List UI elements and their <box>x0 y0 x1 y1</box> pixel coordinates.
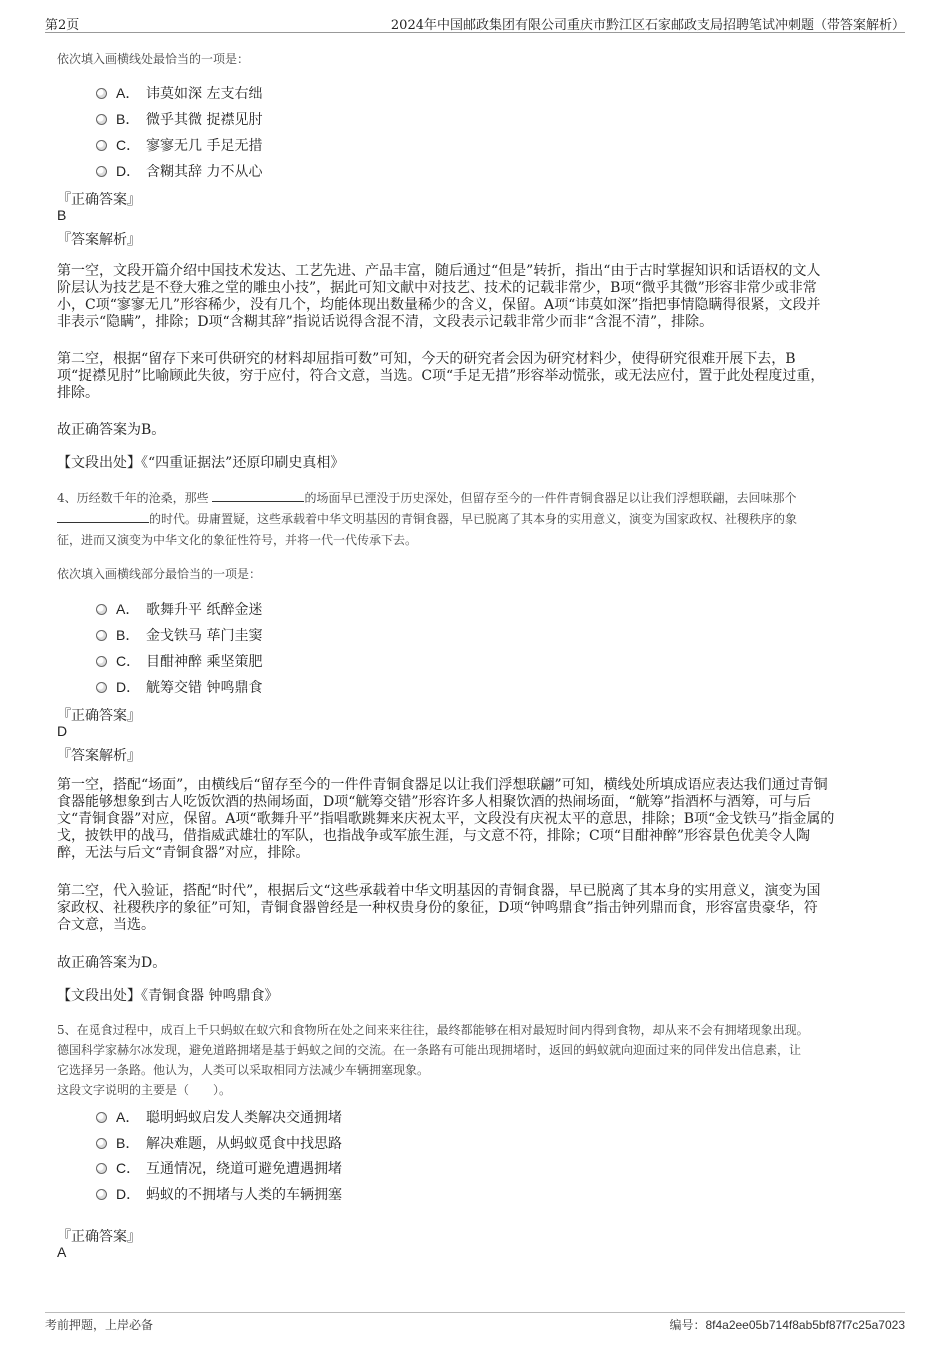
q3-analysis-para1: 第一空，文段开篇介绍中国技术发达、工艺先进、产品丰富，随后通过“但是”转折，指出“由于古时掌握知识和话语权的文人 阶层认为技艺是不登大雅之堂的雕虫小技”，据此可知文献中对技艺、技术的记载非常少，B项“微乎其微”形容非常少或非常 小，C项“寥寥无几”形容稀少，没有几个，均能体现出数量稀少的含义，保留。A项“讳莫如深”指把事情隐瞒得很紧，文段并 非表示“隐瞒”，排除；D项“含糊其辞”指说话说得含混不清，文段表示记载非常少而非“含混不清”，排除。 <box>57 263 821 330</box>
document-code: 编号：8f4a2ee05b714f8ab5bf87f7c25a7023 <box>669 1318 905 1332</box>
radio-icon[interactable] <box>96 166 107 177</box>
q5-answer: A <box>57 1244 67 1260</box>
q3-prompt: 依次填入画横线处最恰当的一项是： <box>57 52 250 66</box>
footer-slogan: 考前押题，上岸必备 <box>45 1318 154 1332</box>
q5-option-d[interactable]: D． 蚂蚁的不拥堵与人类的车辆拥塞 <box>96 1184 342 1204</box>
q5-answer-label: 『正确答案』 <box>57 1229 141 1245</box>
q4-source: 【文段出处】《青铜食器 钟鸣鼎食》 <box>57 988 279 1004</box>
radio-icon[interactable] <box>96 1163 107 1174</box>
q4-conclusion: 故正确答案为D。 <box>57 955 167 971</box>
radio-icon[interactable] <box>96 88 107 99</box>
q4-option-d[interactable]: D． 觥筹交错 钟鸣鼎食 <box>96 677 262 697</box>
radio-icon[interactable] <box>96 604 107 615</box>
q3-option-b[interactable]: B． 微乎其微 捉襟见肘 <box>96 109 262 129</box>
radio-icon[interactable] <box>96 682 107 693</box>
q4-analysis-label: 『答案解析』 <box>57 748 141 764</box>
q3-conclusion: 故正确答案为B。 <box>57 422 166 438</box>
radio-icon[interactable] <box>96 114 107 125</box>
q5-stem: 5、在觅食过程中，成百上千只蚂蚁在蚁穴和食物所在处之间来来往往，最终都能够在相对最短时间内得到食物，却从来不会有拥堵现象出现。 德国科学家赫尔冰发现，避免道路拥堵是基于蚂蚁之间的交流。在一条路有可能出现拥堵时，返回的蚂蚁就向迎面过来的同伴发出信息素，让 它选择另一条路。他认为，人类可以采取相同方法减少车辆拥塞现象。 这段文字说明的主要是（ ）。 <box>57 1023 809 1097</box>
q4-option-b[interactable]: B． 金戈铁马 荜门圭窦 <box>96 625 262 645</box>
q3-source: 【文段出处】《“四重证据法”还原印刷史真相》 <box>57 455 345 471</box>
q5-option-b[interactable]: B． 解决难题，从蚂蚁觅食中找思路 <box>96 1133 342 1153</box>
fill-blank-2 <box>57 512 149 523</box>
radio-icon[interactable] <box>96 1112 107 1123</box>
q3-answer: B <box>57 207 67 223</box>
q4-stem: 4、历经数千年的沧桑，那些 的场面早已湮没于历史深处，但留存至今的一件件青铜食器足以让我们浮想联翩，去回味那个 的时代。毋庸置疑，这些承载着中华文明基因的青铜食器，早已脱离了其本身的实用意义，演变为国家政权、社稷秩序的象 征，进而又演变为中华文化的象征性符号，并将一代一代传承下去。 <box>57 491 798 547</box>
radio-icon[interactable] <box>96 140 107 151</box>
document-title: 2024年中国邮政集团有限公司重庆市黔江区石家邮政支局招聘笔试冲刺题（带答案解析） <box>390 18 905 33</box>
q4-option-c[interactable]: C． 目酣神醉 乘坚策肥 <box>96 651 262 671</box>
q3-analysis-label: 『答案解析』 <box>57 232 141 248</box>
q4-option-a[interactable]: A． 歌舞升平 纸醉金迷 <box>96 599 262 619</box>
page-footer <box>45 1312 905 1335</box>
page-header <box>45 12 905 33</box>
radio-icon[interactable] <box>96 1138 107 1149</box>
q4-prompt: 依次填入画横线部分最恰当的一项是： <box>57 567 262 581</box>
radio-icon[interactable] <box>96 630 107 641</box>
q4-analysis-para2: 第二空，代入验证，搭配“时代”，根据后文“这些承载着中华文明基因的青铜食器，早已脱离了其本身的实用意义，演变为国 家政权、社稷秩序的象征”可知，青铜食器曾经是一种权贵身份的象征，D项“钟鸣鼎食”指击钟列鼎而食，形容富贵豪华，符 合文意，当选。 <box>57 883 821 933</box>
fill-blank-1 <box>212 491 304 502</box>
q3-option-c[interactable]: C． 寥寥无几 手足无措 <box>96 135 262 155</box>
q3-option-a[interactable]: A． 讳莫如深 左支右绌 <box>96 83 262 103</box>
q3-answer-label: 『正确答案』 <box>57 192 141 208</box>
page-number: 第2页 <box>45 18 80 33</box>
radio-icon[interactable] <box>96 1189 107 1200</box>
radio-icon[interactable] <box>96 656 107 667</box>
q3-option-d[interactable]: D． 含糊其辞 力不从心 <box>96 161 262 181</box>
q4-answer: D <box>57 723 68 739</box>
q5-option-a[interactable]: A． 聪明蚂蚁启发人类解决交通拥堵 <box>96 1107 342 1127</box>
q3-analysis-para2: 第二空，根据“留存下来可供研究的材料却屈指可数”可知，今天的研究者会因为研究材料少，使得研究很难开展下去，B 项“捉襟见肘”比喻顾此失彼，穷于应付，符合文意，当选。C项“手足无措”形容举动慌张，或无法应付，置于此处程度过重， 排除。 <box>57 351 825 401</box>
q4-answer-label: 『正确答案』 <box>57 708 141 724</box>
q4-analysis-para1: 第一空，搭配“场面”，由横线后“留存至今的一件件青铜食器足以让我们浮想联翩”可知，横线处所填成语应表达我们通过青铜 食器能够想象到古人吃饭饮酒的热闹场面，D项“觥筹交错”形容许多人相聚饮酒的热闹场面，“觥筹”指酒杯与酒筹，可与后 文“青铜食器”对应，保留。A项“歌舞升平”指唱歌跳舞来庆祝太平，文段没有庆祝太平的意思，排除；B项“金戈铁马”指金属的 戈，披铁甲的战马，借指威武雄壮的军队，也指战争或军旅生涯，与文意不符，排除；C项“目酣神醉”形容景色优美令人陶 醉，无法与后文“青铜食器”对应，排除。 <box>57 777 835 861</box>
q5-option-c[interactable]: C． 互通情况，绕道可避免遭遇拥堵 <box>96 1158 342 1178</box>
